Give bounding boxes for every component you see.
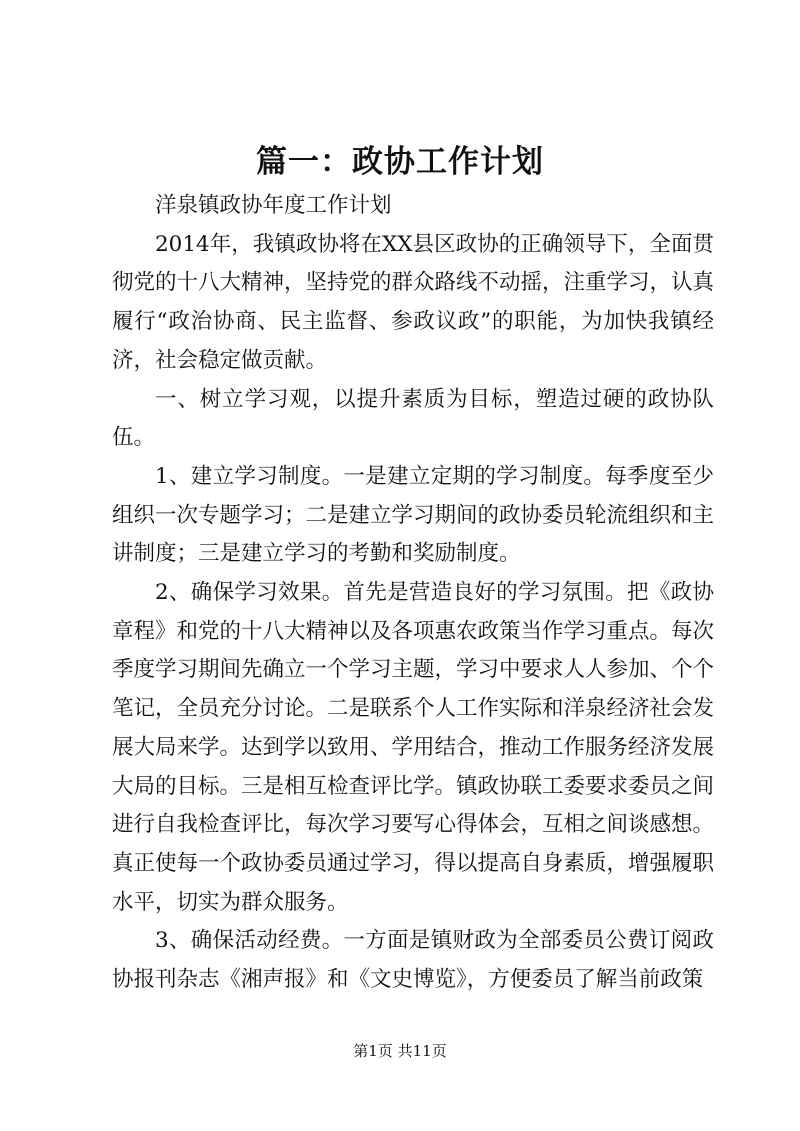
- item-2-paragraph: 2、确保学习效果。首先是营造良好的学习氛围。把《政协章程》和党的十八大精神以及各项惠农政策当作学习重点。每次季度学习期间先确立一个学习主题，学习中要求人人参加、个个笔记，全员充分讨论。二是联系个人工作实际和洋泉经济社会发展大局来学。达到学以致用、学用结合，推动工作服务经济发展大局的目标。三是相互检查评比学。镇政协联工委要求委员之间进行自我检查评比，每次学习要写心得体会，互相之间谈感想。真正使每一个政协委员通过学习，得以提高自身素质，增强履职水平，切实为群众服务。: [112, 580, 715, 915]
- subtitle-paragraph: 洋泉镇政协年度工作计划: [155, 193, 392, 218]
- item-3-paragraph: 3、确保活动经费。一方面是镇财政为全部委员公费订阅政协报刊杂志《湘声报》和《文史博览》，方便委员了解当前政策: [112, 928, 714, 993]
- item-1-paragraph: 1、建立学习制度。一是建立定期的学习制度。每季度至少组织一次专题学习；二是建立学习期间的政协委员轮流组织和主讲制度；三是建立学习的考勤和奖励制度。: [112, 463, 715, 567]
- intro-paragraph: 2014年，我镇政协将在XX县区政协的正确领导下，全面贯彻党的十八大精神，坚持党的群众路线不动摇，注重学习，认真履行“政治协商、民主监督、参政议政”的职能，为加快我镇经济，社会稳定做贡献。: [112, 231, 715, 373]
- document-body: [112, 187, 714, 1000]
- section-heading-paragraph: 一、树立学习观，以提升素质为目标，塑造过硬的政协队伍。: [112, 386, 714, 451]
- page-footer: 第1页 共11页: [353, 1042, 447, 1060]
- document-title: 篇一：政协工作计划: [256, 144, 544, 180]
